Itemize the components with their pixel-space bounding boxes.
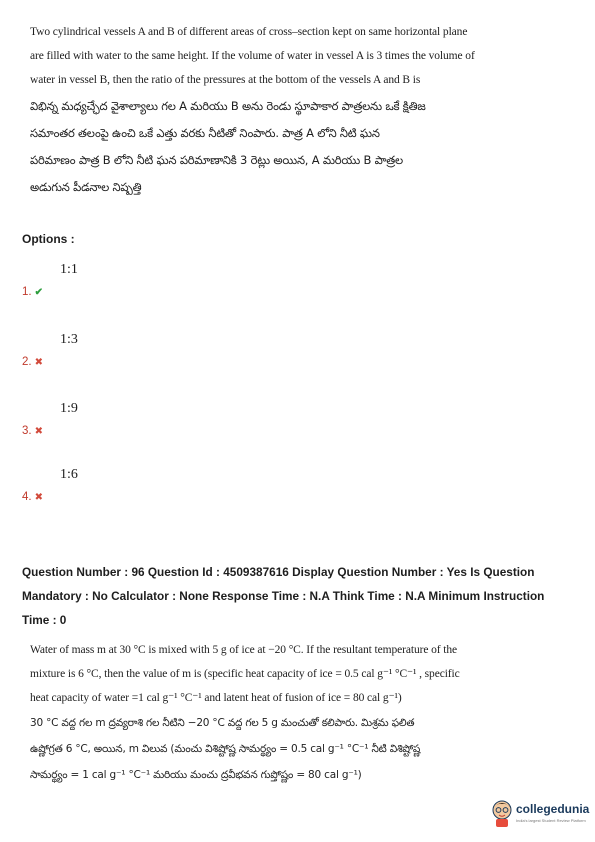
question-meta <box>22 560 582 632</box>
option-2-value: 1:3 <box>60 332 78 347</box>
cross-icon: ✖ <box>34 357 43 368</box>
question-2-english-line: Water of mass m at 30 °C is mixed with 5 g of ice at −20 °C. If the resultant temperature of the <box>30 644 458 656</box>
meta-line: Time : 0 <box>22 613 67 627</box>
option-4-number <box>22 491 43 503</box>
option-3-label: 3. <box>22 425 32 437</box>
question-2-english-line: heat capacity of water =1 cal g⁻¹ °C⁻¹ and latent heat of fusion of ice = 80 cal g⁻¹) <box>30 692 402 704</box>
logo-tagline: India's largest Student Review Platform <box>516 818 586 823</box>
question-1-telugu-line: సమాంతర తలంపై ఉంచి ఒకే ఎత్తు వరకు నీటితో నింపారు. పాత్ర A లోని నీటి ఘన <box>30 126 380 140</box>
option-1-number <box>22 286 43 298</box>
question-1-text <box>30 20 475 199</box>
question-2-english-line: mixture is 6 °C, then the value of m is (specific heat capacity of ice = 0.5 cal g⁻¹ °C⁻¹ , specific <box>30 668 460 680</box>
question-1-telugu-line: విభిన్న మధ్యచ్ఛేద వైశాల్యాలు గల A మరియు B అను రెండు స్థూపాకార పాత్రలను ఒకే క్షితిజ <box>30 99 426 113</box>
cross-icon: ✖ <box>34 492 43 503</box>
question-2-text <box>30 638 460 787</box>
question-2-telugu-line: సామర్థ్యం = 1 cal g⁻¹ °C⁻¹ మరియు మంచు ద్రవీభవన గుప్తోష్ణం = 80 cal g⁻¹) <box>30 769 362 781</box>
option-3[interactable] <box>22 401 142 437</box>
question-1-telugu-line: పరిమాణం పాత్ర B లోని నీటి ఘన పరిమాణానికి 3 రెట్లు అయిన, A మరియు B పాత్రల <box>30 153 403 167</box>
question-1-english-line: water in vessel B, then the ratio of the pressures at the bottom of the vessels A and B is <box>30 74 421 86</box>
collegedunia-logo <box>490 796 590 832</box>
option-4-label: 4. <box>22 491 32 503</box>
check-icon: ✔ <box>34 287 43 298</box>
meta-line: Mandatory : No Calculator : None Response Time : N.A Think Time : N.A Minimum Instruction <box>22 589 545 603</box>
logo-name: collegedunia <box>516 802 590 816</box>
option-4-value: 1:6 <box>60 467 78 482</box>
option-3-number <box>22 425 43 437</box>
option-1-label: 1. <box>22 286 32 298</box>
question-1-english-line: Two cylindrical vessels A and B of different areas of cross–section kept on same horizontal plane <box>30 26 468 38</box>
question-2-telugu-line: 30 °C వద్ద గల m ద్రవ్యరాశి గల నీటిని −20 °C వద్ద గల 5 g మంచుతో కలిపారు. మిశ్రమ ఫలిత <box>30 717 415 729</box>
cross-icon: ✖ <box>34 426 43 437</box>
option-2[interactable] <box>22 332 142 368</box>
option-3-value: 1:9 <box>60 401 78 416</box>
question-1-english-line: are filled with water to the same height. If the volume of water in vessel A is 3 times the volume of <box>30 50 475 62</box>
option-2-label: 2. <box>22 356 32 368</box>
option-1[interactable] <box>22 262 142 298</box>
question-2-telugu-line: ఉష్ణోగ్రత 6 °C, అయిన, m విలువ (మంచు విశిష్టోష్ణ సామర్థ్యం = 0.5 cal g⁻¹ °C⁻¹ నీటి విశిష్టోష్ణ <box>30 743 421 755</box>
mascot-icon <box>490 798 514 828</box>
option-4[interactable] <box>22 467 142 503</box>
meta-line: Question Number : 96 Question Id : 4509387616 Display Question Number : Yes Is Question <box>22 565 535 579</box>
question-1-telugu-line: అడుగున పీడనాల నిష్పత్తి <box>30 180 142 194</box>
option-2-number <box>22 356 43 368</box>
options-heading: Options : <box>22 232 75 246</box>
option-1-value: 1:1 <box>60 262 78 277</box>
